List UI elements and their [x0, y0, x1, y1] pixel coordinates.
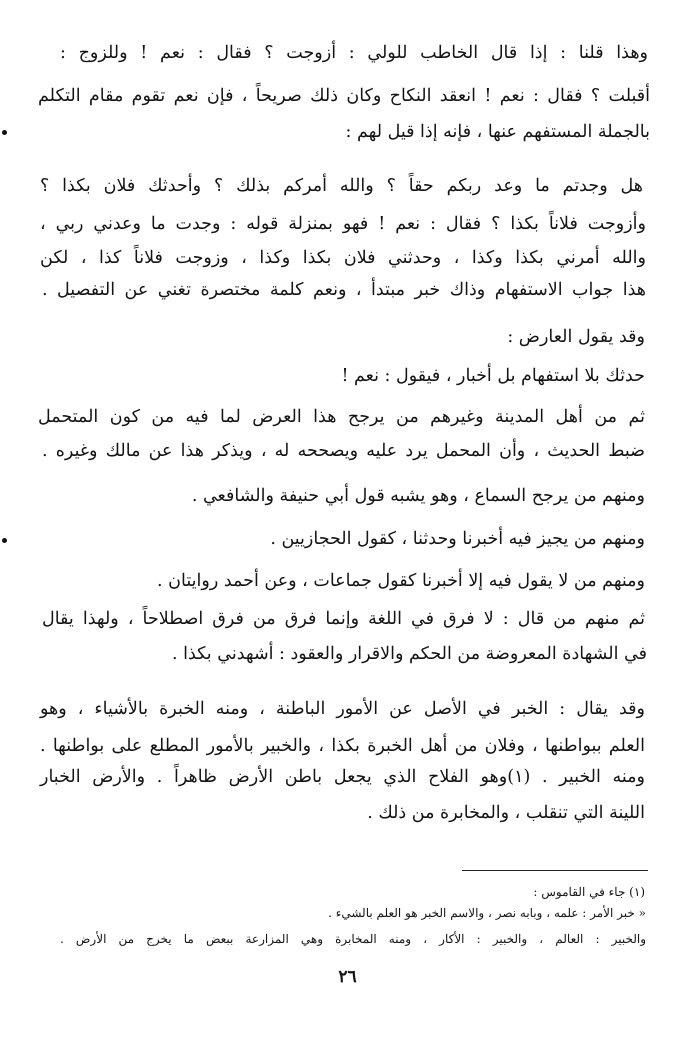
text-line: والله أمرني بكذا وكذا ، وحدثني فلان بكذا وكذا ، وزوجت فلاناً كذا ، لكن — [40, 248, 646, 268]
text-line: ثم من أهل المدينة وغيرهم من يرجح هذا العرض لما فيه من كون المتحمل — [38, 407, 645, 427]
footnote-line: (١) جاء في القاموس : — [533, 885, 645, 899]
text-line: وأزوجت فلاناً بكذا ؟ فقال : نعم ! فهو بمنزلة قوله : وجدت ما وعدني ربي ، — [40, 214, 646, 234]
text-line: بالجملة المستفهم عنها ، فإنه إذا قيل لهم : — [345, 122, 650, 142]
text-line: هل وجدتم ما وعد ربكم حقاً ؟ والله أمركم بذلك ؟ وأحدثك فلان بكذا ؟ — [40, 176, 643, 196]
footnote-line: « خبر الأمر : علمه ، وبابه نصر ، والاسم الخبر هو العلم بالشيء . — [328, 906, 646, 920]
text-line: أقبلت ؟ فقال : نعم ! انعقد النكاح وكان ذلك صريحاً ، فإن نعم تقوم مقام التكلم — [38, 86, 650, 106]
margin-mark — [2, 130, 7, 135]
text-line: وقد يقول العارض : — [507, 327, 645, 347]
text-line: هذا جواب الاستفهام وذاك خبر مبتدأ ، ونعم كلمة مختصرة تغني عن التفصيل . — [42, 280, 646, 300]
text-line: العلم ببواطنها ، وفلان من أهل الخبرة بكذا ، والخبير بالأمور المطلع على بواطنها . — [40, 736, 645, 756]
text-line: في الشهادة المعروضة من الحكم والاقرار والعقود : أشهدني بكذا . — [171, 644, 647, 664]
text-line: ضبط الحديث ، وأن المحمل يرد عليه ويصححه له ، ويذكر هذا عن مالك وغيره . — [42, 441, 645, 461]
footnote-line: والخبير : العالم ، والخبير : الأكار ، ومنه المخابرة وهي المزارعة ببعض ما يخرج من الأرض . — [60, 932, 647, 946]
margin-mark — [2, 538, 7, 543]
text-line: ثم منهم من قال : لا فرق في اللغة وإنما فرق من فرق اصطلاحاً ، ولهذا يقال — [42, 609, 645, 629]
text-line: وهذا قلنا : إذا قال الخاطب للولي : أزوجت ؟ فقال : نعم ! وللزوج : — [60, 43, 648, 63]
text-line: حدثك بلا استفهام بل أخبار ، فيقول : نعم ! — [341, 366, 645, 386]
text-line: اللينة التي تنقلب ، والمخابرة من ذلك . — [367, 803, 645, 823]
text-line: ومنهم من يجيز فيه أخبرنا وحدثنا ، كقول الحجازيين . — [270, 529, 645, 549]
text-line: وقد يقال : الخبر في الأصل عن الأمور الباطنة ، ومنه الخبرة بالأشياء ، وهو — [40, 699, 645, 719]
text-line: ومنهم من يرجح السماع ، وهو يشبه قول أبي حنيفة والشافعي . — [191, 486, 645, 506]
text-line: ومنهم من لا يقول فيه إلا أخبرنا كقول جماعات ، وعن أحمد روايتان . — [157, 571, 645, 591]
page-number: ٢٦ — [338, 967, 357, 987]
text-line: ومنه الخبير . (١)وهو الفلاح الذي يجعل باطن الأرض ظاهراً . والأرض الخبار — [40, 767, 646, 787]
footnote-separator — [462, 870, 648, 871]
